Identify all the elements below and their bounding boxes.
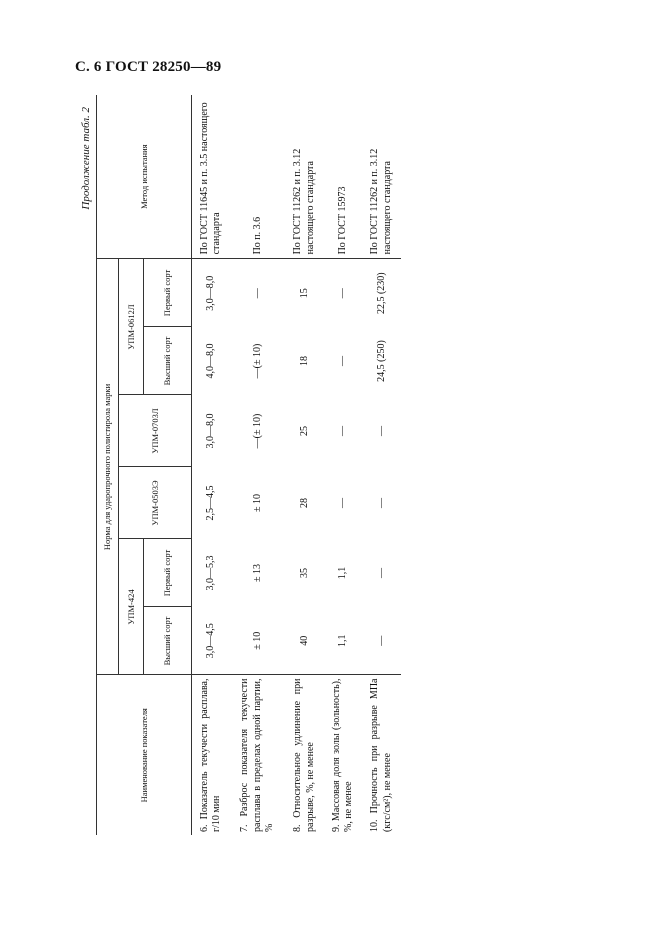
table-row — [286, 95, 324, 835]
cell-upm424-top: — — [375, 635, 387, 646]
page-header: С. 6 ГОСТ 28250—89 — [75, 59, 222, 75]
cell-upm0612l-top: 18 — [298, 356, 310, 366]
cell-upm0503e: ± 10 — [251, 494, 263, 512]
row-name: 7. Разброс показателя текучести расплава в пределах одной партии, % — [231, 675, 286, 835]
cell-upm0612l-first: 22,5 (230) — [375, 272, 387, 315]
cell-upm0612l-top: — — [337, 356, 349, 366]
cell-upm0612l-first: — — [337, 288, 349, 299]
table-row — [231, 95, 286, 835]
header-upm424-first: Первый сорт — [144, 539, 192, 607]
header-grade-upm424: УПМ-424 — [119, 539, 144, 675]
cell-method: По ГОСТ 15973 — [324, 95, 362, 259]
table-row — [324, 95, 362, 835]
cell-upm424-first: — — [375, 568, 387, 578]
cell-upm0612l-top: 24,5 (250) — [375, 340, 387, 382]
cell-upm0612l-first: 15 — [298, 288, 310, 299]
cell-upm0503e: — — [337, 498, 349, 508]
row-name: 8. Относительное удлинение при разрыве, %, не менее — [286, 675, 324, 835]
cell-upm0703l: — — [375, 426, 387, 436]
cell-upm424-first: 35 — [298, 568, 310, 578]
header-upm0612l-top: Высший сорт — [144, 327, 192, 395]
row-name: 9. Массовая доля золы (зольность), %, не менее — [324, 675, 362, 835]
cell-upm424-top: 3,0—4,5 — [205, 623, 217, 659]
cell-upm424-first: ± 13 — [251, 564, 263, 582]
table-row — [192, 95, 231, 835]
cell-upm0612l-first: — — [251, 288, 263, 299]
header-upm424-top: Высший сорт — [144, 607, 192, 675]
cell-method: По ГОСТ 11262 и п. 3.12 настоящего стандарта — [286, 95, 324, 259]
header-method-col: Метод испытания — [97, 95, 192, 259]
cell-upm424-top: 1,1 — [337, 634, 349, 647]
cell-upm0503e: 28 — [298, 498, 310, 508]
cell-method: По ГОСТ 11645 и п. 3.5 настоящего стандарта — [192, 95, 231, 259]
cell-upm0703l: 25 — [298, 426, 310, 436]
header-grade-upm0612l: УПМ-0612Л — [119, 259, 144, 395]
row-name: 6. Показатель текучести расплава, г/10 мин — [192, 675, 231, 835]
header-norm-group: Норма для ударопрочного полистирола марки — [97, 259, 119, 675]
cell-upm0612l-top: —(± 10) — [251, 343, 263, 379]
header-upm0612l-first: Первый сорт — [144, 259, 192, 327]
cell-upm0612l-top: 4,0—8,0 — [205, 343, 217, 379]
header-grade-upm0503e: УПМ-0503Э — [119, 467, 192, 539]
row-name: 10. Прочность при разрыве МПа (кгс/см²), не менее — [363, 675, 402, 835]
header-name-col: Наименование показателя — [97, 675, 192, 835]
cell-upm0703l: —(± 10) — [251, 413, 263, 449]
cell-upm0703l: — — [337, 426, 349, 436]
cell-method: По ГОСТ 11262 и п. 3.12 настоящего стандарта — [363, 95, 402, 259]
cell-upm424-first: 3,0—5,3 — [205, 555, 217, 591]
spec-table — [96, 95, 401, 835]
table-row — [363, 95, 402, 835]
rotated-table-block — [80, 95, 401, 835]
cell-upm424-top: 40 — [298, 635, 310, 646]
cell-upm0612l-first: 3,0—8,0 — [205, 275, 217, 311]
header-grade-upm0703l: УПМ-0703Л — [119, 395, 192, 467]
cell-upm0703l: 3,0—8,0 — [205, 413, 217, 449]
table-caption: Продолжение табл. 2 — [80, 107, 92, 210]
cell-method: По п. 3.6 — [231, 95, 286, 259]
cell-upm424-top: ± 10 — [251, 631, 263, 650]
cell-upm0503e: 2,5—4,5 — [205, 485, 217, 521]
cell-upm0503e: — — [375, 498, 387, 508]
cell-upm424-first: 1,1 — [337, 566, 349, 580]
